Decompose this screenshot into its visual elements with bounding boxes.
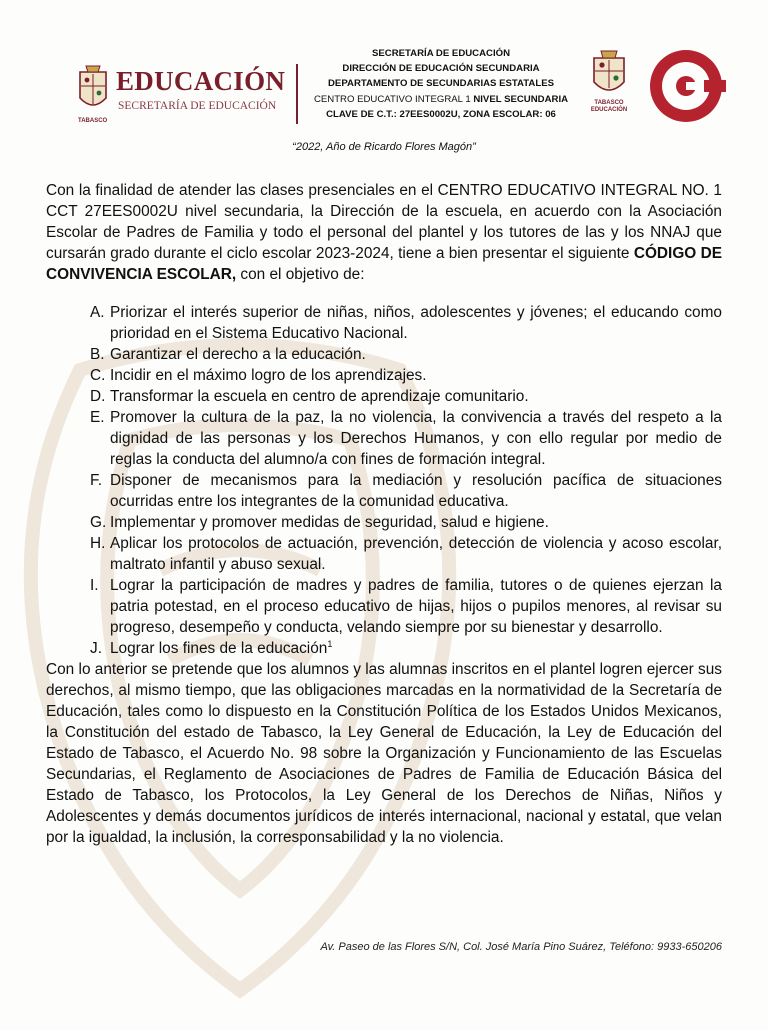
institution-block [300,46,582,122]
year-slogan: “2022, Año de Ricardo Flores Magón” [292,141,476,153]
list-letter: I. [90,577,99,594]
list-text: Lograr los fines de la educación [110,640,328,657]
institution-line: SECRETARÍA DE EDUCACIÓN [371,48,511,59]
tabasco-crest-icon [588,48,630,100]
center-line-bold: NIVEL SECUNDARIA [473,93,569,105]
letterhead [0,40,768,140]
brand-name: EDUCACIÓN [116,66,286,96]
list-text: Aplicar los protocolos de actuación, prevención, detección de violencia y acoso escolar, maltrato infantil y abuso sexual. [110,535,722,573]
tabasco-education-logo [588,48,630,128]
list-item [46,365,722,386]
list-letter: D. [90,388,106,405]
list-letter: G. [90,514,107,531]
intro-paragraph [46,180,722,285]
intro-text: Con la finalidad de atender las clases presenciales en el CENTRO EDUCATIVO INTEGRAL NO. 1 CCT 27EES0002U nivel secundaria, la Dirección de la escuela, en acuerdo con la Asociación Escolar de Padres de Familia y todo el personal del plantel y los tutores de las y los NNAJ que cursarán grado durante el ciclo escolar 2023-2024, tiene a bien presentar el siguiente [46,182,722,262]
state-name: TABASCO [594,100,624,106]
list-letter: J. [90,640,102,657]
footnote-marker[interactable]: 1 [327,638,333,649]
list-text: Disponer de mecanismos para la mediación y resolución pacífica de situaciones ocurridas entre los integrantes de la comunidad educativa. [110,472,722,510]
list-item [46,344,722,365]
list-letter: F. [90,472,102,489]
state-label-right [588,100,630,114]
closing-paragraph: Con lo anterior se pretende que los alumnos y las alumnas inscritos en el plantel logren ejercer sus derechos, al mismo tiempo, que las obligaciones marcadas en la normatividad de la Secretaría de Educación, tales como lo dispuesto en la Constitución Política de los Estados Unidos Mexicanos, la Constitución del estado de Tabasco, la Ley General de Educación, la Ley de Educación del Estado de Tabasco, el Acuerdo No. 98 sobre la Organización y Funcionamiento de las Escuelas Secundarias, el Reglamento de Asociaciones de Padres de Familia de Educación Básica del Estado de Tabasco, los Protocolos, la Ley General de los Derechos de Niñas, Niños y Adolescentes y demás documentos jurídicos de interés internacional, nacional y estatal, que velan por la igualdad, la inclusión, la corresponsabilidad y la no violencia. [46,661,722,846]
footer-address: Av. Paseo de las Flores S/N, Col. José María Pino Suárez, Teléfono: 9933-650206 [320,941,722,953]
list-item [46,533,722,575]
list-text: Priorizar el interés superior de niñas, niños, adolescentes y jóvenes; el educando como prioridad en el Sistema Educativo Nacional. [110,304,722,342]
institution-line: DEPARTAMENTO DE SECUNDARIAS ESTATALES [328,78,554,90]
list-item [46,512,722,533]
objectives-list [46,302,722,659]
list-text: Garantizar el derecho a la educación. [110,346,366,363]
document-body [46,180,722,848]
list-text: Promover la cultura de la paz, la no violencia, la convivencia a través del respeto a la dignidad de las personas y los Derechos Humanos, y con ello regular por medio de reglas la conducta del alumno/a con fines de formación integral. [110,409,722,468]
state-label: TABASCO [78,118,108,124]
intro-text-end: con el objetivo de: [236,266,365,283]
intro-bold: CÓDIGO DE CONVIVENCIA ESCOLAR, [46,245,722,283]
list-item [46,386,722,407]
list-item [46,302,722,344]
list-letter: A. [90,304,105,321]
center-line [300,92,582,107]
list-item [46,575,722,638]
clave-line: CLAVE DE C.T.: 27EES0002U, ZONA ESCOLAR: 06 [326,108,556,120]
institution-line: DIRECCIÓN DE EDUCACIÓN SECUNDARIA [342,63,540,75]
tabasco-crest-icon [76,64,110,116]
state-sub: EDUCACIÓN [590,107,628,113]
list-item [46,407,722,470]
list-letter: E. [90,409,105,426]
list-letter: C. [90,367,106,384]
list-text: Incidir en el máximo logro de los aprendizajes. [110,367,427,384]
list-letter: B. [90,346,105,363]
education-logo [76,64,296,128]
cei-logo-icon [646,46,726,126]
list-text: Lograr la participación de madres y padres de familia, tutores o de quienes ejerzan la patria potestad, en el proceso educativo de hijas, hijos o pupilos menores, al revisar su progreso, desempeño y conducta, velando siempre por su bienestar y desarrollo. [110,577,722,636]
header-divider [296,64,298,124]
list-item [46,470,722,512]
list-letter: H. [90,535,106,552]
list-item [46,638,722,659]
brand-subtitle: SECRETARÍA DE EDUCACIÓN [118,100,277,112]
list-text: Transformar la escuela en centro de aprendizaje comunitario. [110,388,529,405]
list-text: Implementar y promover medidas de seguridad, salud e higiene. [110,514,549,531]
center-line-prefix: CENTRO EDUCATIVO INTEGRAL 1 [313,93,474,105]
